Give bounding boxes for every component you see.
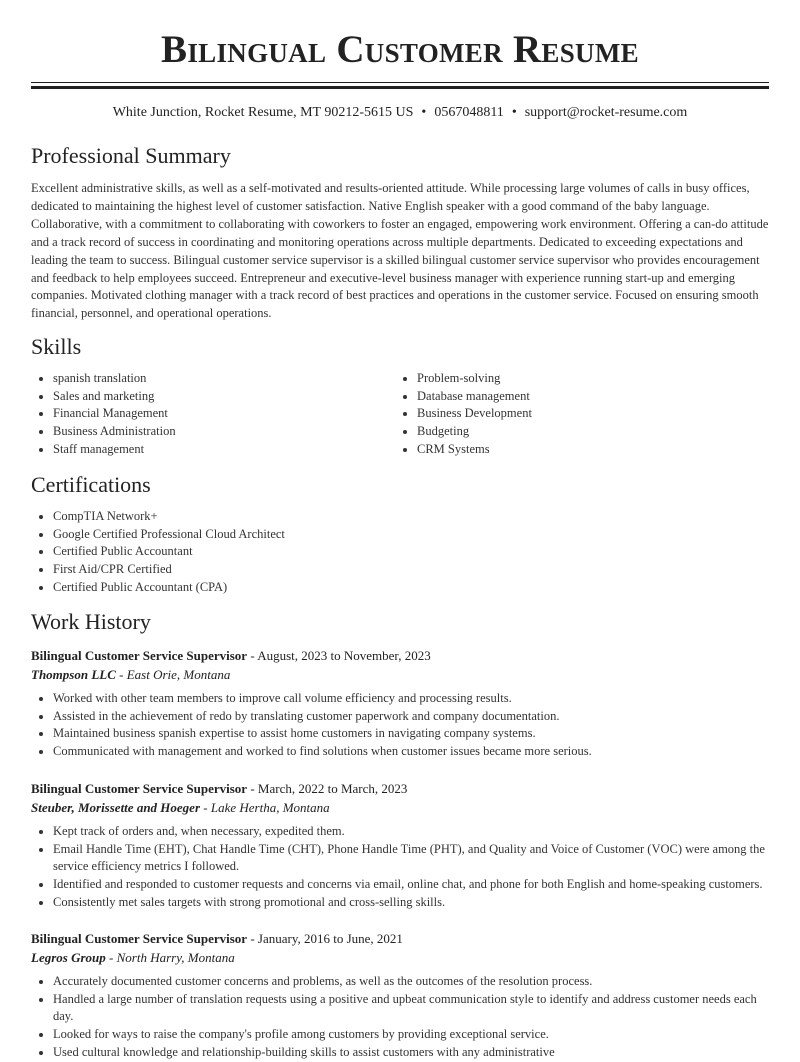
- job-bullet: • Looked for ways to raise the company's profile among customers by providing exceptional service.: [53, 1026, 769, 1044]
- job-title: Bilingual Customer Service Supervisor: [31, 781, 248, 796]
- skill-item: • Database management: [417, 388, 757, 406]
- job-company-line: Steuber, Morissette and Hoeger - Lake Hertha, Montana: [31, 800, 330, 815]
- skill-item: • Budgeting: [417, 423, 757, 441]
- job-bullets: [31, 690, 769, 761]
- skill-item: • Business Development: [417, 405, 757, 423]
- job-location: East Orie, Montana: [126, 667, 231, 682]
- job-dates: January, 2016 to June, 2021: [257, 931, 403, 946]
- resume-title: Bilingual Customer Resume: [161, 28, 639, 71]
- job-company-line: Legros Group - North Harry, Montana: [31, 950, 235, 965]
- job-location: Lake Hertha, Montana: [210, 800, 330, 815]
- job-title-line: Bilingual Customer Service Supervisor - March, 2022 to March, 2023: [31, 781, 408, 796]
- certification-item: • Certified Public Accountant (CPA): [53, 579, 285, 597]
- job-bullet: • Used cultural knowledge and relationship-building skills to assist customers with any administrative: [53, 1044, 769, 1062]
- job-bullet: • Consistently met sales targets with strong promotional and cross-selling skills.: [53, 894, 769, 912]
- certification-item: • First Aid/CPR Certified: [53, 561, 285, 579]
- job-entry: [31, 646, 769, 761]
- job-bullet: • Communicated with management and worked to find solutions when customer issues became more serious.: [53, 743, 769, 761]
- job-bullet: • Assisted in the achievement of redo by translating customer paperwork and company documentation.: [53, 708, 769, 726]
- skill-item: • Sales and marketing: [53, 388, 393, 406]
- contact-line: [31, 104, 769, 122]
- skill-item: • spanish translation: [53, 370, 393, 388]
- job-bullet: • Worked with other team members to improve call volume efficiency and processing results.: [53, 690, 769, 708]
- job-bullet: • Email Handle Time (EHT), Chat Handle Time (CHT), Phone Handle Time (PHT), and Quality and Voice of Customer (VOC) were among the service efficiency metrics I followed.: [53, 841, 769, 876]
- skill-item: • CRM Systems: [417, 441, 757, 459]
- job-company: Thompson LLC: [31, 667, 116, 682]
- job-entry: [31, 929, 769, 1062]
- contact-address: White Junction, Rocket Resume, MT 90212-5615 US: [112, 105, 414, 120]
- job-title: Bilingual Customer Service Supervisor: [31, 648, 248, 663]
- contact-phone: 0567048811: [434, 105, 504, 120]
- certification-item: • Certified Public Accountant: [53, 543, 285, 561]
- certifications-list: [31, 508, 285, 597]
- job-bullet: • Kept track of orders and, when necessary, expedited them.: [53, 823, 769, 841]
- job-dates: August, 2023 to November, 2023: [257, 648, 431, 663]
- job-bullets: [31, 823, 769, 912]
- skill-item: • Problem-solving: [417, 370, 757, 388]
- summary-heading: Professional Summary: [31, 143, 231, 168]
- job-dates: March, 2022 to March, 2023: [257, 781, 408, 796]
- job-bullets: [31, 973, 769, 1062]
- job-bullet: • Handled a large number of translation requests using a positive and upbeat communication style to identify and address customer needs each day.: [53, 991, 769, 1026]
- job-company-line: Thompson LLC - East Orie, Montana: [31, 667, 231, 682]
- contact-separator: •: [511, 105, 517, 120]
- header-divider-thin: [31, 82, 769, 83]
- summary-text: Excellent administrative skills, as well as a self-motivated and results-oriented attitude. While processing large volumes of calls in busy offices, dedicated to maintaining the highest level of customer satisfaction. Native English speaker with a good command of the baby language. Collaborative, with a commitment to collaborating with coworkers to foster an engaged, empowering work environment. Offering a can-do attitude and a track record of success in coordinating and monitoring operations across multiple departments. Dedicated to exceeding expectations and leading the team to success. Bilingual customer service supervisor is a skilled bilingual customer service supervisor who provides encouragement and feedback to help employees succeed. Entrepreneur and executive-level business manager with experience running start-up and emerging companies. Motivated clothing manager with a track record of best practices and operations in the customer service. Focused on ensuring smooth financial, personnel, and operational operations.: [31, 181, 769, 321]
- certification-item: • Google Certified Professional Cloud Architect: [53, 526, 285, 544]
- skills-column-left: [31, 370, 393, 459]
- certifications-heading: Certifications: [31, 472, 151, 497]
- contact-separator: •: [421, 105, 427, 120]
- job-bullet: • Identified and responded to customer requests and concerns via email, online chat, and phone for both English and home-speaking customers.: [53, 876, 769, 894]
- work-history-heading: Work History: [31, 609, 151, 634]
- certification-item: • CompTIA Network+: [53, 508, 285, 526]
- job-company: Legros Group: [31, 950, 106, 965]
- job-bullet: • Accurately documented customer concerns and problems, as well as the outcomes of the resolution process.: [53, 973, 769, 991]
- job-title-line: Bilingual Customer Service Supervisor - August, 2023 to November, 2023: [31, 648, 431, 663]
- skills-heading: Skills: [31, 334, 82, 359]
- skill-item: • Staff management: [53, 441, 393, 459]
- contact-email: support@rocket-resume.com: [524, 105, 688, 120]
- job-entry: [31, 779, 769, 912]
- job-company: Steuber, Morissette and Hoeger: [31, 800, 201, 815]
- job-title-line: Bilingual Customer Service Supervisor - January, 2016 to June, 2021: [31, 931, 403, 946]
- job-location: North Harry, Montana: [116, 950, 235, 965]
- job-title: Bilingual Customer Service Supervisor: [31, 931, 248, 946]
- skill-item: • Financial Management: [53, 405, 393, 423]
- header-divider-thick: [31, 86, 769, 89]
- job-bullet: • Maintained business spanish expertise to assist home customers in navigating company systems.: [53, 725, 769, 743]
- skill-item: • Business Administration: [53, 423, 393, 441]
- skills-column-right: [395, 370, 757, 459]
